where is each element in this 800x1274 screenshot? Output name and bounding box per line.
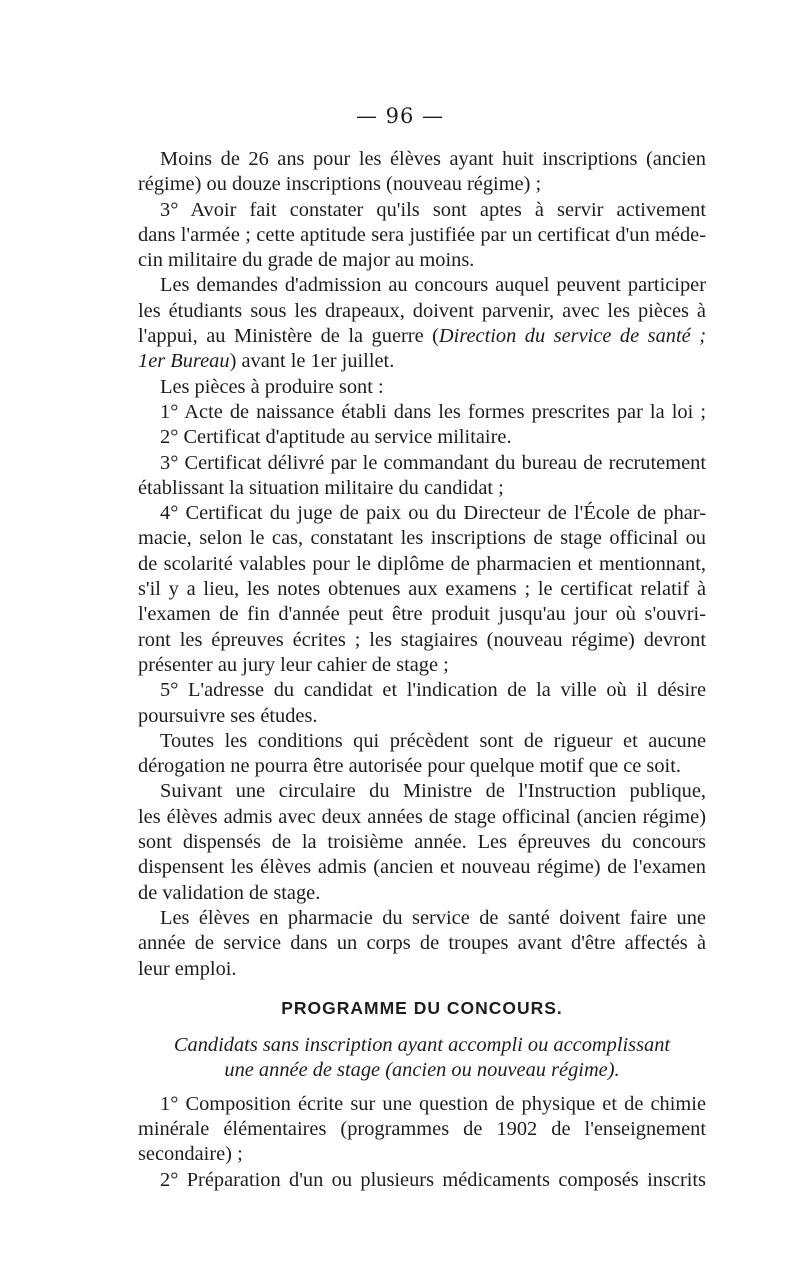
text-line: 3° Certificat délivré par le commandant du bureau de recrutement (160, 451, 706, 474)
text-line: 5° L'adresse du candidat et l'indication de la ville où il désire (160, 679, 706, 702)
list-item-5 (138, 678, 706, 729)
subheading-line: Candidats sans inscription ayant accompli ou accomplissant (173, 1034, 671, 1057)
text-line: poursuivre ses études. (138, 704, 318, 727)
text-line: ront les épreuves écrites ; les stagiaires (nouveau régime) devront (138, 628, 706, 651)
list-item-4 (138, 501, 706, 678)
text-line: Moins de 26 ans pour les élèves ayant huit inscriptions (ancien (160, 148, 706, 170)
text-line: de validation de stage. (138, 881, 321, 904)
text-line: Les demandes d'admission au concours auquel peuvent participer (160, 274, 706, 297)
italic-fragment: 1er Bureau (138, 350, 230, 373)
text-line: les élèves admis avec deux années de stage officinal (ancien régime) (138, 805, 706, 828)
text-line: 3° Avoir fait constater qu'ils sont aptes à servir activement (160, 198, 706, 221)
text-fragment: l'appui, au Ministère de la guerre ( (138, 325, 439, 348)
list-item-1 (138, 400, 706, 425)
subheading-line: une année de stage (ancien ou nouveau régime). (224, 1059, 620, 1082)
paragraph-documents-intro (138, 375, 706, 400)
text-line: dispensent les élèves admis (ancien et nouveau régime) de l'examen (138, 856, 706, 879)
text-line: 4° Certificat du juge de paix ou du Directeur de l'École de phar- (160, 502, 706, 525)
text-line: 1° Composition écrite sur une question de physique et de chimie (160, 1092, 706, 1115)
text-line: sont dispensés de la troisième année. Les épreuves du concours (138, 831, 706, 854)
paragraph-condition-3 (138, 198, 706, 274)
exam-item-1 (138, 1092, 706, 1168)
paragraph-admission-requests (138, 273, 706, 374)
list-item-3 (138, 451, 706, 502)
text-fragment: ) avant le 1er juillet. (229, 350, 395, 373)
text-line: de scolarité valables pour le diplôme de pharmacien et mentionnant, (138, 552, 706, 575)
paragraph-age-limit (138, 147, 706, 198)
text-line: 1° Acte de naissance établi dans les formes prescrites par la loi ; (160, 400, 706, 423)
text-line: présenter au jury leur cahier de stage ; (138, 653, 449, 676)
list-item-2 (138, 425, 706, 450)
text-line: Suivant une circulaire du Ministre de l'Instruction publique, (160, 780, 706, 803)
text-line: Les élèves en pharmacie du service de santé doivent faire une (160, 906, 706, 929)
page-number: — 96 — (355, 104, 445, 128)
italic-fragment: Direction du service de santé ; (438, 325, 706, 348)
text-line: dérogation ne pourra être autorisée pour quelque motif que ce soit. (138, 755, 681, 778)
text-line: leur emploi. (138, 957, 237, 980)
paragraph-circular (138, 779, 706, 905)
text-line: macie, selon le cas, constatant les inscriptions de stage officinal ou (138, 527, 706, 550)
text-line (138, 349, 706, 374)
text-line: année de service dans un corps de troupes avant d'être affectés à (138, 932, 706, 955)
section-subheading (138, 1033, 706, 1084)
exam-item-2 (138, 1168, 706, 1193)
text-line: secondaire) ; (138, 1143, 243, 1166)
text-line: minérale élémentaires (programmes de 1902 de l'enseignement (138, 1117, 706, 1140)
paragraph-conditions-rigor (138, 729, 706, 780)
text-line: Les pièces à produire sont : (160, 375, 384, 398)
text-line: les étudiants sous les drapeaux, doivent parvenir, avec les pièces à (138, 299, 706, 322)
body-text (138, 147, 706, 1193)
text-line: régime) ou douze inscriptions (nouveau régime) ; (138, 173, 542, 196)
paragraph-service-year (138, 906, 706, 982)
text-line: 2° Certificat d'aptitude au service militaire. (160, 426, 512, 449)
text-line: cin militaire du grade de major au moins. (138, 249, 475, 272)
text-line: établissant la situation militaire du candidat ; (138, 476, 504, 499)
text-line: Toutes les conditions qui précèdent sont de rigueur et aucune (160, 729, 706, 752)
text-line: dans l'armée ; cette aptitude sera justifiée par un certificat d'un méde- (138, 223, 706, 246)
text-line: s'il y a lieu, les notes obtenues aux examens ; le certificat relatif à (138, 578, 706, 601)
section-heading: PROGRAMME DU CONCOURS. (281, 997, 563, 1018)
text-line (138, 324, 706, 349)
text-line: l'examen de fin d'année peut être produit jusqu'au jour où s'ouvri- (138, 603, 706, 626)
text-line: 2° Préparation d'un ou plusieurs médicaments composés inscrits (160, 1168, 706, 1191)
